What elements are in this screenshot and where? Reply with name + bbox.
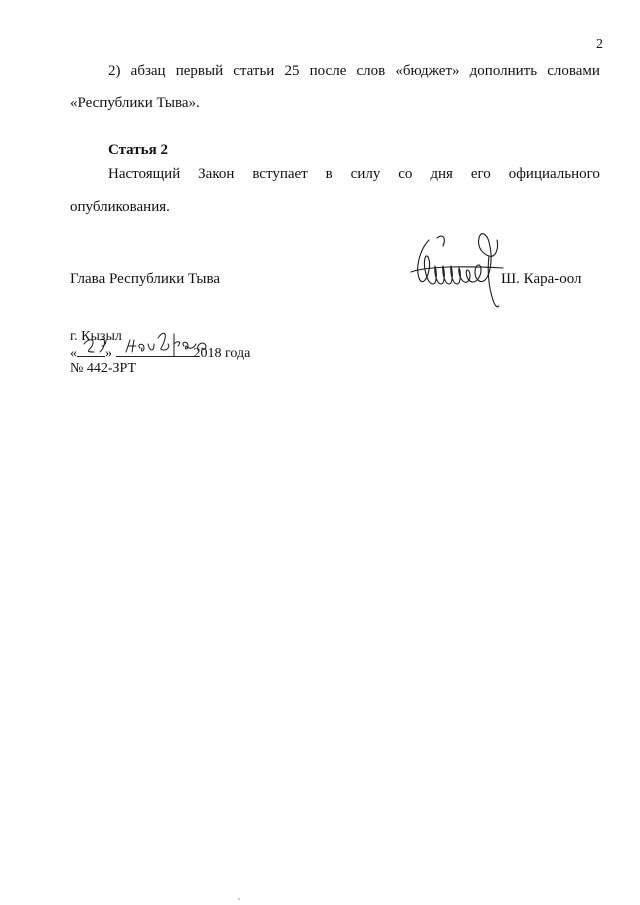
word: после <box>309 63 347 79</box>
word: 25 <box>284 63 300 79</box>
handwritten-date-icon <box>70 322 220 364</box>
word: дополнить <box>469 63 538 79</box>
word: словами <box>547 63 600 79</box>
word: слов <box>356 63 386 79</box>
paragraph-amendment <box>70 64 600 111</box>
word: статьи <box>233 63 275 79</box>
signatory-name: Ш. Кара-оол <box>501 271 582 287</box>
word: Настоящий <box>108 166 181 182</box>
date-year: 2018 года <box>193 346 251 361</box>
law-number: № 442-ЗРТ <box>70 361 137 376</box>
word: первый <box>175 63 224 79</box>
place-of-signing: г. Кызыл <box>70 329 122 344</box>
word: дня <box>430 166 453 182</box>
handwritten-signature-icon <box>407 226 507 311</box>
word: вступает <box>252 166 308 182</box>
article-heading: Статья 2 <box>108 142 168 158</box>
date-open-quote: « <box>70 346 77 361</box>
article-text <box>70 167 600 215</box>
word: Закон <box>198 166 235 182</box>
word: со <box>398 166 413 182</box>
date-close-quote: » <box>105 346 112 361</box>
word: его <box>470 166 491 182</box>
paragraph-amendment-line-1 <box>70 64 600 79</box>
word: силу <box>350 166 381 182</box>
paragraph-amendment-line-2: «Республики Тыва». <box>70 95 200 111</box>
word: 2) <box>108 63 121 79</box>
signatory-position: Глава Республики Тыва <box>70 271 221 287</box>
word: «бюджет» <box>395 63 460 79</box>
article-text-line-2: опубликования. <box>70 199 170 215</box>
scan-speck <box>238 898 240 900</box>
word: в <box>325 166 333 182</box>
article-text-line-1 <box>70 167 600 182</box>
word: абзац <box>130 63 166 79</box>
page-number: 2 <box>596 37 603 52</box>
word: официального <box>508 166 600 182</box>
